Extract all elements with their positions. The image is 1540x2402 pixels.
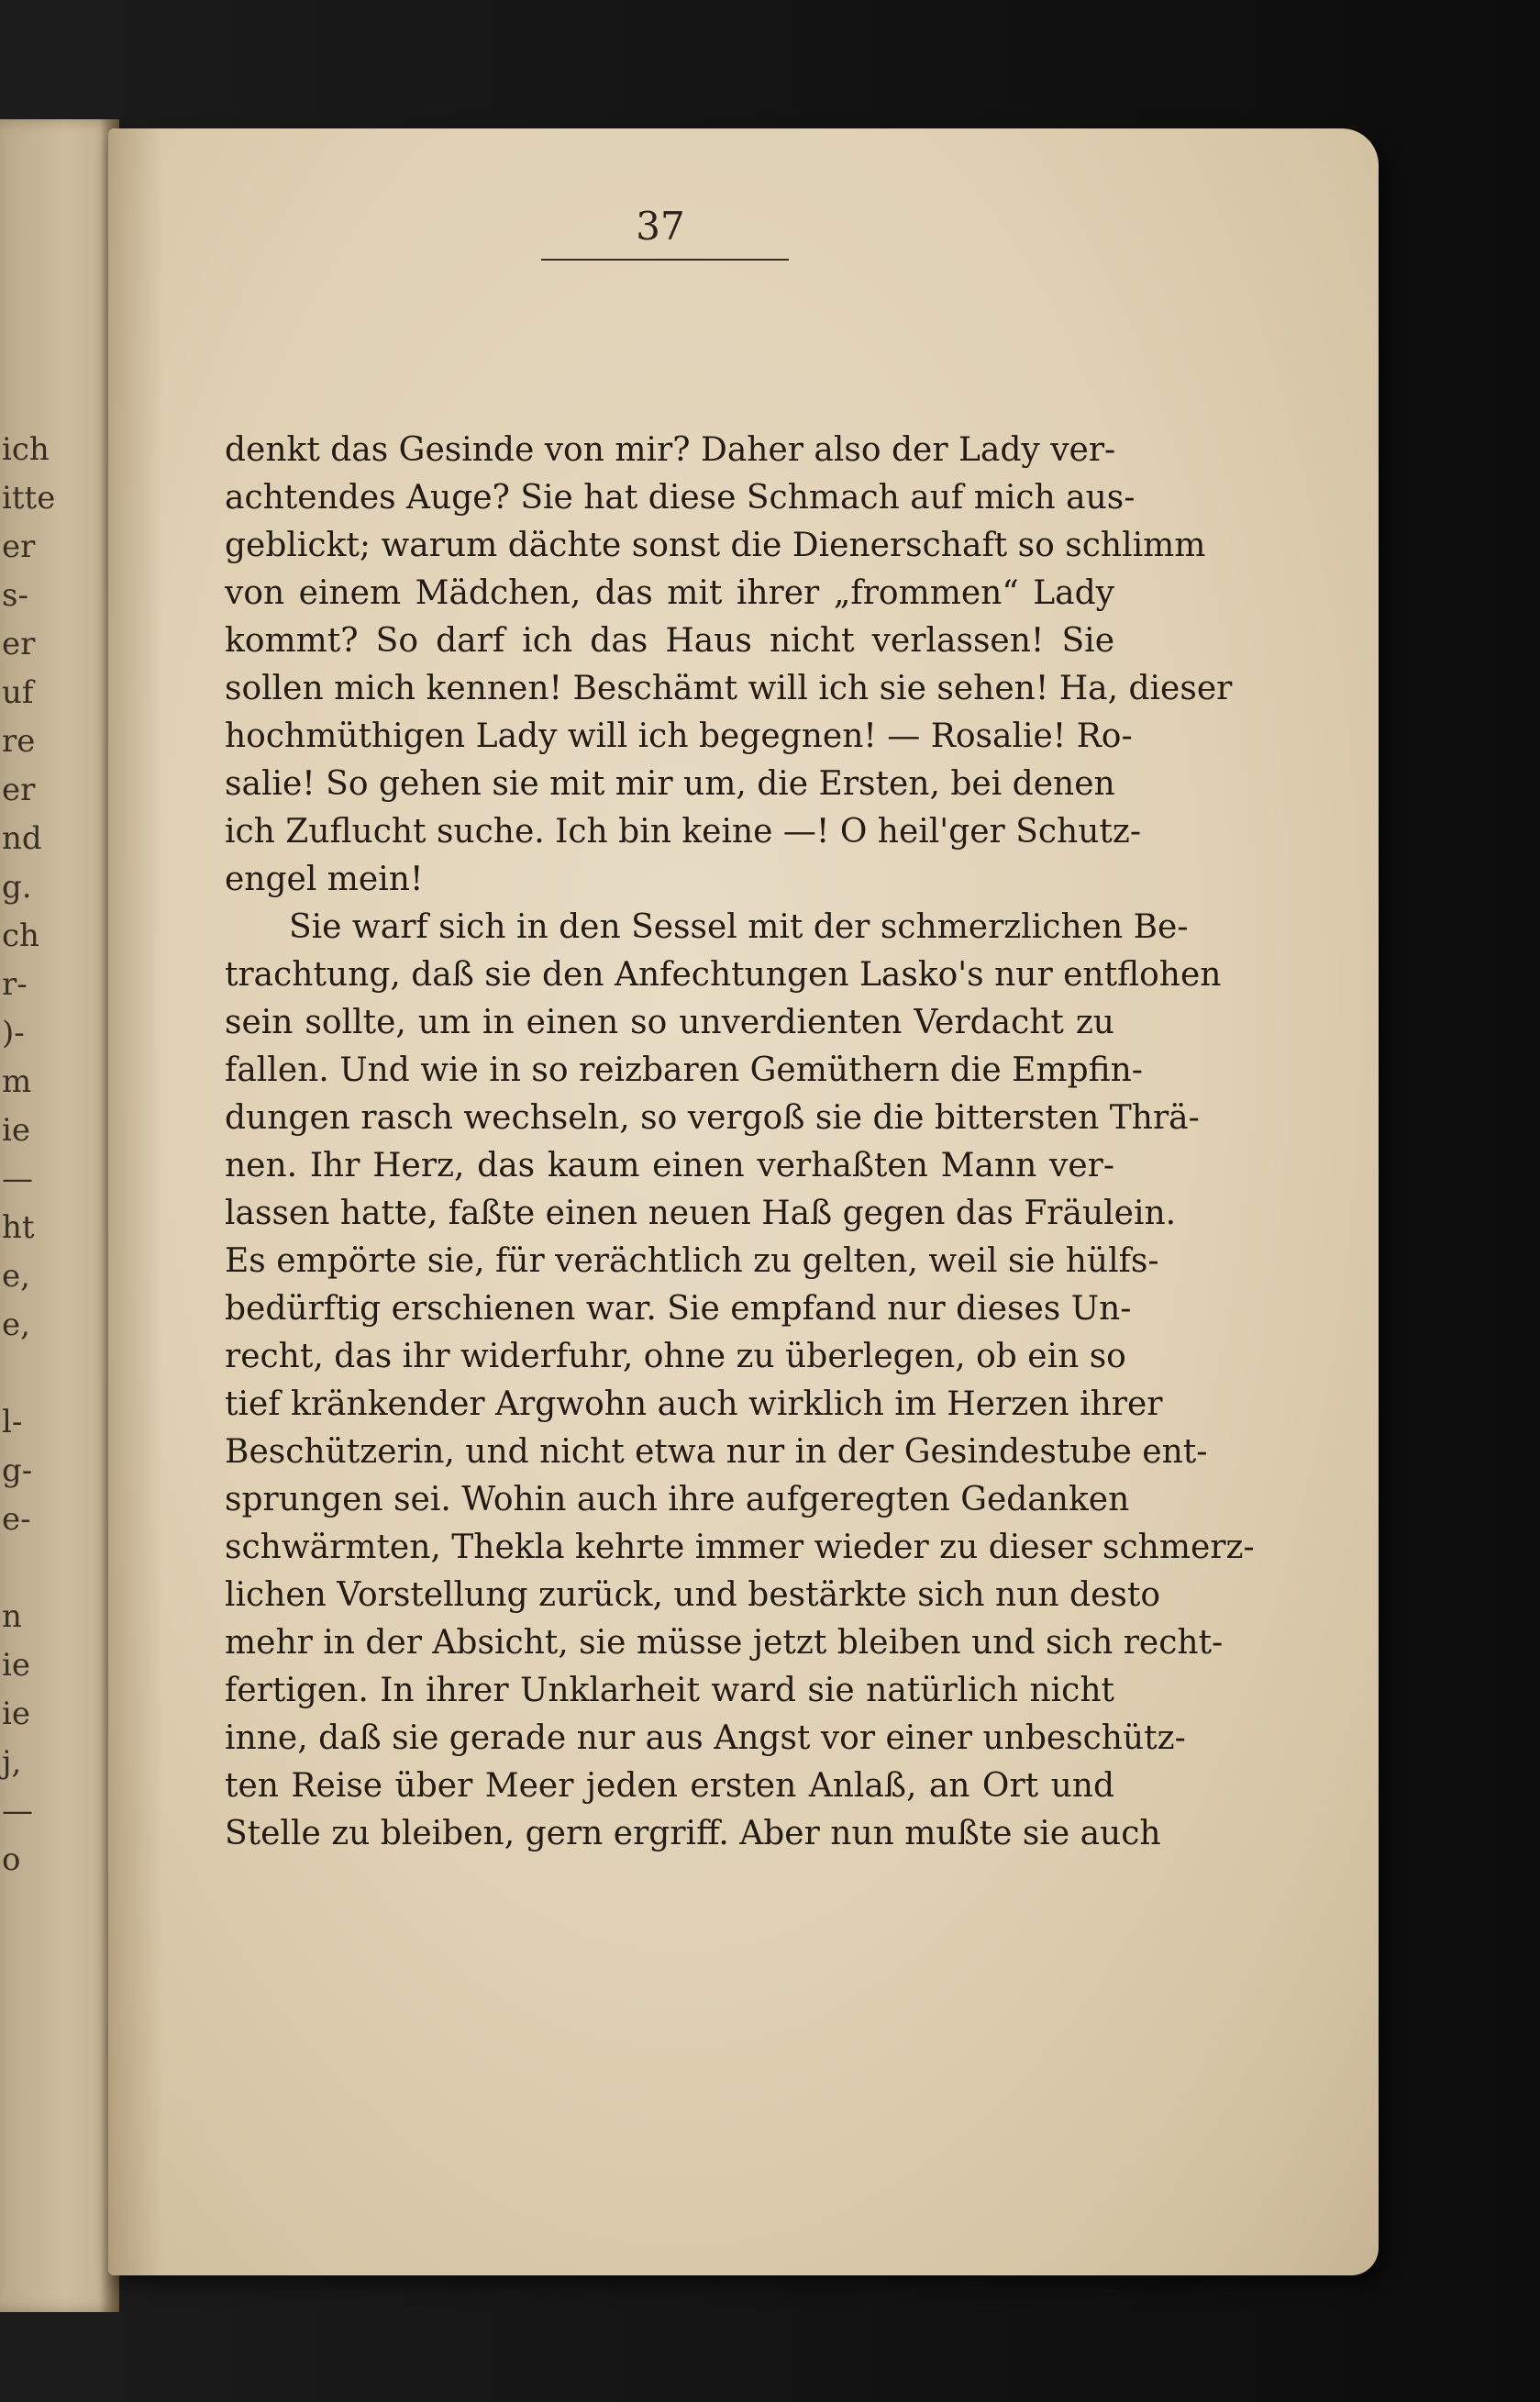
previous-page-fragment: e, xyxy=(2,1258,30,1295)
previous-page-fragment: nd xyxy=(2,820,42,857)
previous-page-fragment: ch xyxy=(2,917,39,954)
previous-page-fragment: er xyxy=(2,772,36,808)
text-line: hochmüthigen Lady will ich begegnen! — Rosalie! Ro- xyxy=(225,717,1133,755)
previous-page-fragment: )- xyxy=(2,1015,25,1051)
text-line: recht, das ihr widerfuhr, ohne zu überlegen, ob ein so xyxy=(225,1338,1126,1375)
previous-page-fragment: re xyxy=(2,723,36,760)
text-line: tief kränkender Argwohn auch wirklich im Herzen ihrer xyxy=(225,1385,1163,1423)
previous-page-fragment: ie xyxy=(2,1112,30,1149)
text-line: geblickt; warum dächte sonst die Dienerschaft so schlimm xyxy=(225,527,1206,564)
text-line: Stelle zu bleiben, gern ergriff. Aber nun mußte sie auch xyxy=(225,1815,1161,1852)
text-line: dungen rasch wechseln, so vergoß sie die bittersten Thrä- xyxy=(225,1099,1200,1137)
previous-page-fragment: — xyxy=(2,1161,33,1197)
text-line: bedürftig erschienen war. Sie empfand nur dieses Un- xyxy=(225,1290,1132,1328)
text-line: mehr in der Absicht, sie müsse jetzt bleiben und sich recht- xyxy=(225,1624,1224,1662)
text-line: ich Zuflucht suche. Ich bin keine —! O heil'ger Schutz- xyxy=(225,813,1141,851)
previous-page-fragment: — xyxy=(2,1793,33,1829)
text-line: schwärmten, Thekla kehrte immer wieder zu dieser schmerz- xyxy=(225,1529,1255,1566)
text-line: salie! So gehen sie mit mir um, die Ersten, bei denen xyxy=(225,765,1115,803)
text-line: Beschützerin, und nicht etwa nur in der Gesindestube ent- xyxy=(225,1433,1208,1471)
previous-page-fragment: ich xyxy=(2,431,50,468)
previous-page-fragment: s- xyxy=(2,577,28,614)
text-line: fertigen. In ihrer Unklarheit ward sie natürlich nicht xyxy=(225,1672,1114,1709)
previous-page-fragment: n xyxy=(2,1598,22,1635)
text-line: achtendes Auge? Sie hat diese Schmach auf mich aus- xyxy=(225,479,1136,517)
text-line: kommt? So darf ich das Haus nicht verlassen! Sie xyxy=(225,622,1114,660)
text-line: lichen Vorstellung zurück, und bestärkte sich nun desto xyxy=(225,1576,1161,1614)
text-line: sollen mich kennen! Beschämt will ich sie sehen! Ha, dieser xyxy=(225,670,1233,707)
page-gutter-shadow xyxy=(108,128,163,2275)
previous-page-fragment: g. xyxy=(2,869,32,906)
text-line: ten Reise über Meer jeden ersten Anlaß, an Ort und xyxy=(225,1767,1114,1805)
previous-page-fragment: r- xyxy=(2,966,28,1003)
previous-page-strip xyxy=(0,119,119,2312)
text-line: denkt das Gesinde von mir? Daher also der Lady ver- xyxy=(225,431,1116,469)
text-line: Es empörte sie, für verächtlich zu gelten, weil sie hülfs- xyxy=(225,1242,1159,1280)
previous-page-fragment: e, xyxy=(2,1307,30,1343)
previous-page-fragment: ie xyxy=(2,1696,30,1732)
text-line: engel mein! xyxy=(225,861,424,898)
previous-page-fragment: er xyxy=(2,528,36,565)
text-line: inne, daß sie gerade nur aus Angst vor einer unbeschütz- xyxy=(225,1719,1186,1757)
text-line: von einem Mädchen, das mit ihrer „frommen“ Lady xyxy=(225,574,1114,612)
previous-page-fragment: er xyxy=(2,626,36,662)
text-line: sein sollte, um in einen so unverdienten Verdacht zu xyxy=(225,1004,1114,1041)
previous-page-fragment: ht xyxy=(2,1209,35,1246)
previous-page-fragment: g- xyxy=(2,1452,33,1489)
previous-page-fragment: l- xyxy=(2,1404,23,1440)
previous-page-fragment: o xyxy=(2,1841,21,1878)
text-line: trachtung, daß sie den Anfechtungen Lasko's nur entflohen xyxy=(225,956,1222,994)
text-line: lassen hatte, faßte einen neuen Haß gegen das Fräulein. xyxy=(225,1195,1177,1232)
text-line: sprungen sei. Wohin auch ihre aufgeregten Gedanken xyxy=(225,1481,1130,1518)
previous-page-fragment: uf xyxy=(2,674,34,711)
text-line: fallen. Und wie in so reizbaren Gemüthern die Empfin- xyxy=(225,1051,1143,1089)
text-line: nen. Ihr Herz, das kaum einen verhaßten Mann ver- xyxy=(225,1147,1114,1184)
previous-page-fragment: m xyxy=(2,1063,32,1100)
paragraph-first-line: Sie warf sich in den Sessel mit der schmerzlichen Be- xyxy=(289,908,1189,946)
previous-page-fragment: j, xyxy=(2,1744,22,1781)
page-number: 37 xyxy=(636,204,685,249)
header-rule xyxy=(541,259,789,261)
body-text xyxy=(225,427,1255,1858)
previous-page-fragment: e- xyxy=(2,1501,31,1538)
previous-page-fragment: itte xyxy=(2,480,56,517)
previous-page-fragment: ie xyxy=(2,1647,30,1684)
